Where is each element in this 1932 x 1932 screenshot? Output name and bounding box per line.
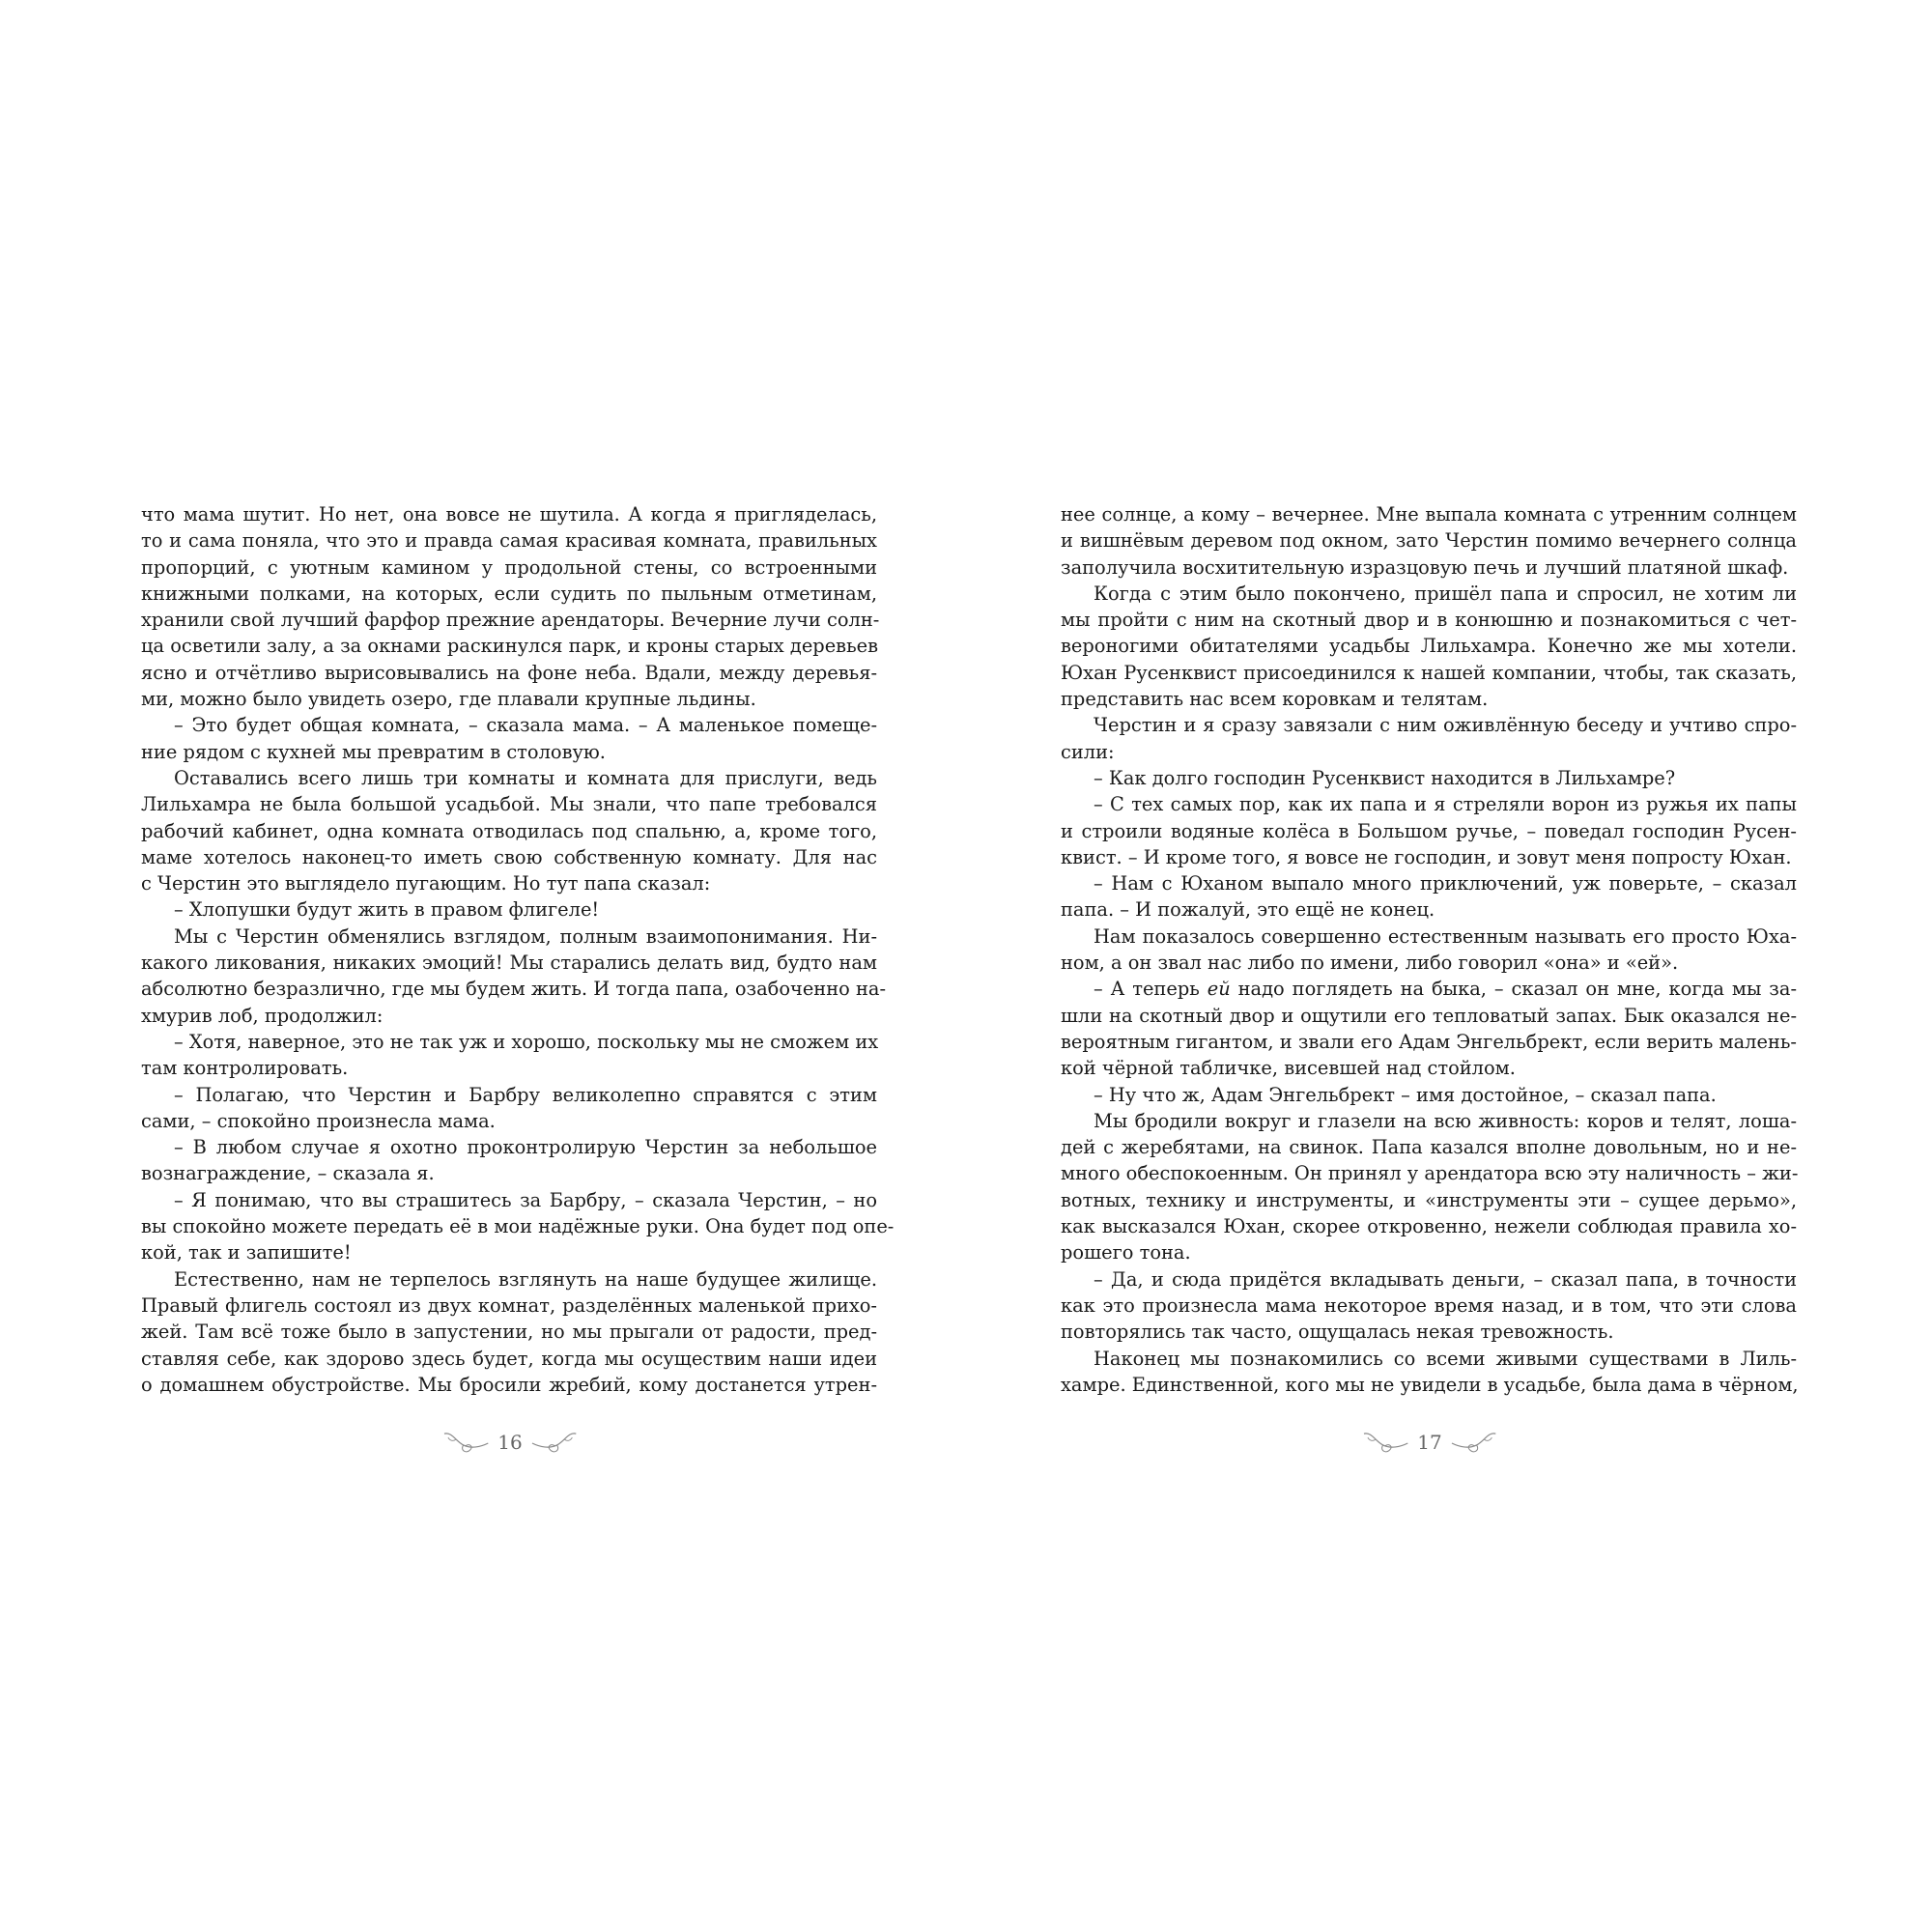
flourish-right-icon — [1450, 1428, 1497, 1457]
text-line: рабочий кабинет, одна комната отводилась под спальню, а, кроме того, — [141, 819, 877, 842]
text-line: кой чёрной табличке, висевшей над стойлом. — [1061, 1057, 1516, 1080]
text-line: Когда с этим было покончено, пришёл папа и спросил, не хотим ли — [1094, 582, 1797, 605]
text-line: пропорций, с уютным камином у продольной стены, со встроенными — [141, 555, 877, 579]
page-number: 16 — [497, 1431, 523, 1454]
page-number: 17 — [1417, 1431, 1442, 1454]
text-line: как это произнесла мама некоторое время назад, и в том, что эти слова — [1061, 1293, 1797, 1317]
text-line: хмурив лоб, продолжил: — [141, 1004, 384, 1027]
text-line: – Ну что ж, Адам Энгельбрект – имя достойное, – сказал папа. — [1094, 1083, 1717, 1106]
text-line: о домашнем обустройстве. Мы бросили жребий, кому достанется утрен- — [141, 1373, 877, 1396]
text-line: Правый флигель состоял из двух комнат, разделённых маленькой прихо- — [141, 1293, 877, 1317]
text-line: ясно и отчётливо вырисовывались на фоне неба. Вдали, между деревья- — [141, 661, 877, 684]
text-line: заполучила восхитительную изразцовую печь и лучший платяной шкаф. — [1061, 555, 1789, 579]
text-line: ном, а он звал нас либо по имени, либо говорил «она» и «ей». — [1061, 952, 1679, 975]
text-line: нее солнце, а кому – вечернее. Мне выпала комната с утренним солнцем — [1061, 503, 1797, 526]
text-line: и строили водяные колёса в Большом ручье, – поведал господин Русен- — [1061, 819, 1797, 842]
text-line: Черстин и я сразу завязали с ним оживлённую беседу и учтиво спро- — [1094, 714, 1797, 737]
left-page-folio — [442, 1423, 578, 1462]
text-line: вероятным гигантом, и звали его Адам Энгельбрект, если верить малень- — [1061, 1030, 1797, 1053]
text-line: Мы бродили вокруг и глазели на всю живность: коров и телят, лоша- — [1094, 1109, 1797, 1132]
text-line: – Хотя, наверное, это не так уж и хорошо, поскольку мы не сможем их — [174, 1030, 879, 1053]
text-line: шли на скотный двор и ощутили его тепловатый запах. Бык оказался не- — [1061, 1004, 1797, 1027]
text-line: – Хлопушки будут жить в правом флигеле! — [174, 898, 600, 922]
text-line: ми, можно было увидеть озеро, где плавали крупные льдины. — [141, 688, 756, 711]
flourish-left-icon — [1362, 1428, 1409, 1457]
text-line: Оставались всего лишь три комнаты и комната для прислуги, ведь — [174, 766, 877, 789]
text-line: квист. – И кроме того, я вовсе не господин, и зовут меня попросту Юхан. — [1061, 845, 1792, 868]
text-line: – Да, и сюда придётся вкладывать деньги, – сказал папа, в точности — [1094, 1267, 1797, 1291]
text-line: ние рядом с кухней мы превратим в столовую. — [141, 740, 606, 763]
text-line: сили: — [1061, 740, 1115, 763]
text-line: – Я понимаю, что вы страшитесь за Барбру, – сказала Черстин, – но — [174, 1188, 877, 1211]
italic-word: ей — [1207, 978, 1231, 1001]
text-line: Мы с Черстин обменялись взглядом, полным взаимопонимания. Ни- — [174, 924, 877, 948]
text-line: вознаграждение, – сказала я. — [141, 1162, 435, 1185]
text-line: дей с жеребятами, на свинок. Папа казался вполне довольным, но и не- — [1061, 1136, 1797, 1159]
text-line: рошего тона. — [1061, 1241, 1191, 1264]
text-line: Лильхамра не была большой усадьбой. Мы знали, что папе требовался — [141, 793, 877, 816]
text-line: хамре. Единственной, кого мы не увидели в усадьбе, была дама в чёрном, — [1061, 1373, 1799, 1396]
text-line: повторялись так часто, ощущалась некая тревожность. — [1061, 1321, 1614, 1344]
text-line: вы спокойно можете передать её в мои надёжные руки. Она будет под опе- — [141, 1215, 895, 1238]
text-line: – Нам с Юханом выпало много приключений, уж поверьте, – сказал — [1094, 872, 1797, 895]
text-line: – А теперь ей надо поглядеть на быка, – сказал он мне, когда мы за- — [1094, 978, 1797, 1001]
text-line: что мама шутит. Но нет, она вовсе не шутила. А когда я пригляделась, — [141, 503, 877, 526]
text-line: – Это будет общая комната, – сказала мама. – А маленькое помеще- — [174, 714, 877, 737]
text-line: ставляя себе, как здорово здесь будет, когда мы осуществим наши идеи — [141, 1347, 877, 1370]
text-line: Наконец мы познакомились со всеми живыми существами в Лиль- — [1094, 1347, 1797, 1370]
right-page-text — [1061, 501, 1797, 1398]
text-line: книжными полками, на которых, если судить по пыльным отметинам, — [141, 582, 877, 605]
text-line: какого ликования, никаких эмоций! Мы старались делать вид, будто нам — [141, 952, 877, 975]
text-line: там контролировать. — [141, 1057, 349, 1080]
text-line: то и сама поняла, что это и правда самая красивая комната, правильных — [141, 529, 877, 553]
text-line: ца осветили залу, а за окнами раскинулся парк, и кроны старых деревьев — [141, 635, 879, 658]
text-line: с Черстин это выглядело пугающим. Но тут папа сказал: — [141, 872, 711, 895]
text-line: – Как долго господин Русенквист находится в Лильхамре? — [1094, 766, 1676, 789]
text-line: вероногими обитателями усадьбы Лильхамра. Конечно же мы хотели. — [1061, 635, 1797, 658]
text-line: Нам показалось совершенно естественным называть его просто Юха- — [1094, 924, 1797, 948]
text-line: Юхан Русенквист присоединился к нашей компании, чтобы, так сказать, — [1061, 661, 1797, 684]
text-line: как высказался Юхан, скорее откровенно, нежели соблюдая правила хо- — [1061, 1215, 1797, 1238]
text-line: – В любом случае я охотно проконтролирую Черстин за небольшое — [174, 1136, 877, 1159]
text-line: много обеспокоенным. Он принял у арендатора всю эту наличность – жи- — [1061, 1162, 1799, 1185]
text-line: представить нас всем коровкам и телятам. — [1061, 688, 1489, 711]
text-line: – С тех самых пор, как их папа и я стреляли ворон из ружья их папы — [1094, 793, 1797, 816]
text-line: кой, так и запишите! — [141, 1241, 352, 1264]
text-line: хранили свой лучший фарфор прежние арендаторы. Вечерние лучи солн- — [141, 609, 880, 632]
text-line: маме хотелось наконец-то иметь свою собственную комнату. Для нас — [141, 845, 877, 868]
text-line: папа. – И пожалуй, это ещё не конец. — [1061, 898, 1435, 922]
text-line: абсолютно безразлично, где мы будем жить. И тогда папа, озабоченно на- — [141, 978, 887, 1001]
flourish-right-icon — [530, 1428, 578, 1457]
text-line: и вишнёвым деревом под окном, зато Черстин помимо вечернего солнца — [1061, 529, 1797, 553]
text-line: жей. Там всё тоже было в запустении, но мы прыгали от радости, пред- — [141, 1321, 877, 1344]
text-line: Естественно, нам не терпелось взглянуть на наше будущее жилище. — [174, 1267, 877, 1291]
text-line: – Полагаю, что Черстин и Барбру великолепно справятся с этим — [174, 1083, 877, 1106]
left-page-text — [141, 501, 895, 1398]
flourish-left-icon — [442, 1428, 490, 1457]
text-line: вотных, технику и инструменты, и «инструменты эти – сущее дерьмо», — [1061, 1188, 1797, 1211]
text-line: мы пройти с ним на скотный двор и в конюшню и познакомиться с чет- — [1061, 609, 1797, 632]
text-line: сами, – спокойно произнесла мама. — [141, 1109, 496, 1132]
right-page-folio — [1362, 1423, 1497, 1462]
